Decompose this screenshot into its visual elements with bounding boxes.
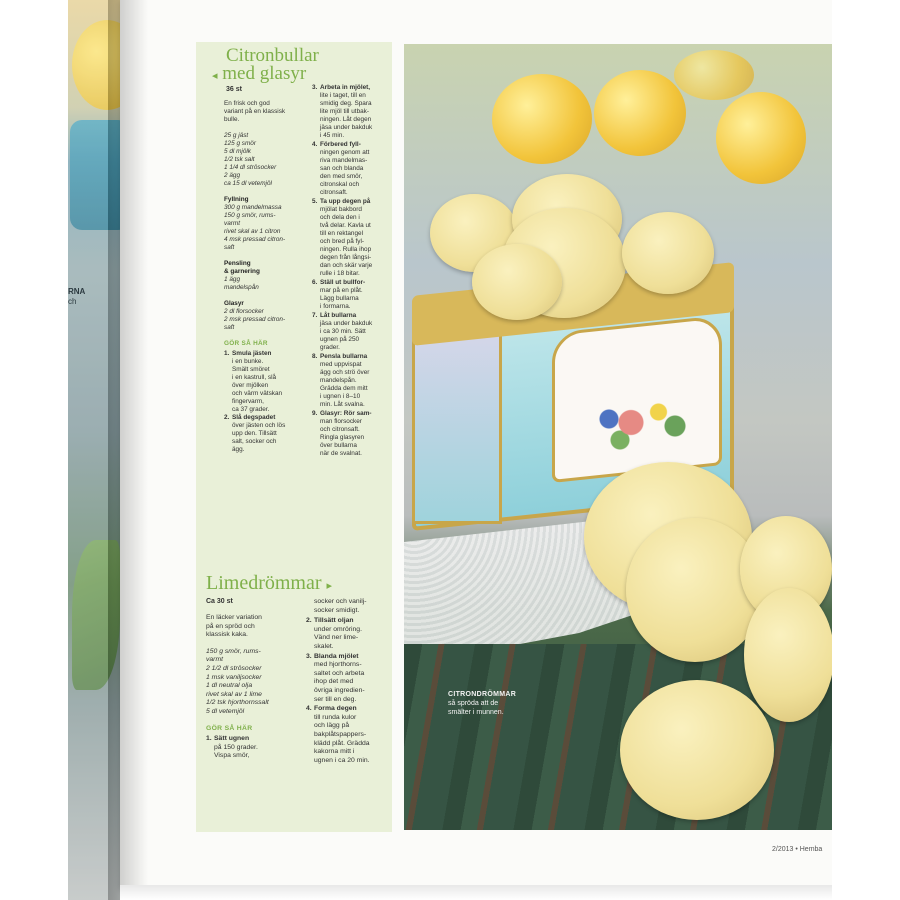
step-text [314, 653, 390, 705]
page-fold-shadow [108, 0, 148, 900]
left-page-text: RNA [68, 287, 86, 296]
step-line: Sätt ugnen [214, 735, 250, 743]
step-line: Forma degen [314, 705, 357, 713]
recipe2-title-text: Limedrömmar [206, 572, 322, 594]
step-line: san och blanda [320, 165, 364, 172]
step-text [320, 312, 390, 352]
recipe-step [312, 141, 390, 197]
step-line: Lägg bullarna [320, 295, 359, 302]
step-number: 2. [224, 414, 230, 421]
step-line: Ta upp degen på [320, 198, 371, 205]
intro-line: på en spröd och [206, 622, 255, 630]
step-line: ser till en deg. [314, 695, 357, 703]
step-line: rulle i 18 bitar. [320, 270, 360, 277]
step-line: Slå degspadet [232, 414, 276, 421]
recipe1-title-text: med glasyr [222, 63, 307, 84]
step-line: mar på en plåt. [320, 287, 363, 294]
intro-line: klassisk kaka. [206, 631, 248, 639]
step-line: i en bunke. [232, 358, 264, 365]
step-line: Ställ ut bullfor- [320, 279, 366, 286]
intro-line: En frisk och god [224, 100, 270, 107]
step-number: 4. [306, 705, 312, 713]
step-line: jäsa under bakduk [320, 124, 373, 131]
step-line: saltet och arbeta [314, 669, 365, 677]
recipe-step [312, 312, 390, 352]
recipe2-method-heading: GÖR SÅ HÄR [206, 724, 253, 732]
ingredient: 2 1/2 dl strösocker [206, 664, 262, 672]
step-line: med uppvispat [320, 361, 362, 368]
ingredient: 1 dl neutral olja [206, 682, 253, 690]
recipe-step [312, 410, 390, 458]
ingredient: saft [224, 324, 235, 331]
ingredient: varmt [206, 656, 223, 664]
step-line: dan och skär varje [320, 262, 373, 269]
recipe1-step [224, 414, 308, 454]
recipe-step [306, 653, 390, 705]
cookie-tin [412, 194, 734, 494]
step-line: min. Låt svalna. [320, 401, 365, 408]
arrow-left-icon: ◂ [212, 70, 218, 82]
step-line: bakplåtspappers- [314, 730, 367, 738]
step-number: 8. [312, 353, 318, 360]
step-number: 6. [312, 279, 318, 286]
page-bottom-edge [120, 885, 832, 900]
recipe2-yield: Ca 30 st [206, 598, 233, 605]
cookie [744, 588, 832, 722]
recipe2-intro [206, 614, 304, 640]
recipe1-brushing [224, 260, 308, 292]
step-line: socker smidigt. [314, 606, 360, 614]
step-line: ningen. Rulla ihop [320, 246, 372, 253]
recipe2-title [206, 574, 332, 596]
step-number: 1. [224, 350, 230, 357]
recipe1-yield: 36 st [226, 86, 242, 93]
step-line: Pensla bullarna [320, 353, 368, 360]
step-line: ningen genom att [320, 149, 370, 156]
step-text [320, 353, 390, 409]
step-line: på 150 grader. [214, 743, 258, 751]
step-line: upp den. Tillsätt [232, 430, 277, 437]
step-line: i formarna. [320, 303, 351, 310]
lemon [594, 70, 686, 156]
step-line: och värm vätskan [232, 390, 283, 397]
step-number: 4. [312, 141, 318, 148]
ingredient: ca 15 dl vetemjöl [224, 180, 272, 187]
step-line: Grädda dem mitt [320, 385, 368, 392]
step-text [232, 350, 308, 414]
recipe1-filling [224, 196, 308, 252]
step-line: Förbered fyll- [320, 141, 361, 148]
ingredient: rivet skal av 1 citron [224, 228, 281, 235]
recipe-step [306, 705, 390, 765]
step-line: i en kastrull, slå [232, 374, 277, 381]
step-number: 9. [312, 410, 318, 417]
photo-caption [448, 690, 516, 717]
recipe-step [312, 353, 390, 409]
step-line: ihop det med [314, 678, 354, 686]
step-line: till runda kulor [314, 713, 357, 721]
ingredient: 2 dl florsocker [224, 308, 264, 315]
recipe1-glaze [224, 300, 308, 332]
ingredient: 4 msk pressad citron- [224, 236, 286, 243]
recipe1-column-2 [312, 84, 390, 459]
caption-heading: CITRONDRÖMMAR [448, 691, 517, 698]
ingredient: 1/2 tsk salt [224, 156, 255, 163]
step-line: ugnen på 250 [320, 336, 360, 343]
step-number: 5. [312, 198, 318, 205]
step-line: ningen. Låt degen [320, 116, 372, 123]
ingredient: 5 dl mjölk [224, 148, 251, 155]
step-line: lite mjöl till utbak- [320, 108, 370, 115]
step-line: klädd plåt. Grädda [314, 739, 370, 747]
intro-line: bulle. [224, 116, 240, 123]
step-text [320, 410, 390, 458]
step-line: i ca 30 min. Sätt [320, 328, 366, 335]
recipe-step [312, 198, 390, 278]
step-line: man florsocker [320, 418, 362, 425]
step-text [314, 617, 390, 651]
step-line: Vispa smör, [214, 752, 250, 760]
step-text [320, 198, 390, 278]
step-number: 3. [306, 652, 312, 660]
step-text [320, 279, 390, 311]
step-line: Glasyr: Rör sam- [320, 410, 372, 417]
recipe2-step [206, 735, 304, 761]
caption-line: så spröda att de [448, 700, 499, 707]
step-line: skalet. [314, 642, 334, 650]
ingredient: 1 ägg [224, 276, 240, 283]
step-line: citronsaft. [320, 189, 348, 196]
ingredient: 5 dl vetemjöl [206, 707, 245, 715]
step-line: Vänd ner lime- [314, 634, 359, 642]
filling-heading: Fyllning [224, 196, 249, 203]
step-line: Smula jästen [232, 350, 272, 357]
lemon [492, 74, 592, 164]
step-line: övriga ingredien- [314, 686, 365, 694]
left-page-edge [68, 0, 108, 900]
recipe1-intro [224, 100, 308, 124]
step-text [320, 141, 390, 197]
ingredient: 125 g smör [224, 140, 256, 147]
recipe-step [312, 279, 390, 311]
recipe-panel [196, 42, 392, 832]
brushing-heading: & garnering [224, 268, 260, 275]
step-line: Tillsätt oljan [314, 617, 354, 625]
step-line: över bullarna [320, 442, 357, 449]
ingredient: saft [224, 244, 235, 251]
step-line: två delar. Kavla ut [320, 222, 371, 229]
step-line: salt, socker och [232, 438, 277, 445]
ingredient: varmt [224, 220, 240, 227]
step-number: 3. [312, 84, 318, 91]
step-line: lite i taget, till en [320, 92, 366, 99]
glaze-heading: Glasyr [224, 300, 244, 307]
step-line: Arbeta in mjölet, [320, 84, 371, 91]
brushing-heading: Pensling [224, 260, 251, 267]
step-line: ägg och strö över [320, 369, 370, 376]
ingredient: 25 g jäst [224, 132, 249, 139]
step-line: kakorna mitt i [314, 748, 355, 756]
ingredient: 150 g smör, rums- [206, 647, 261, 655]
step-line: jäsa under bakduk [320, 320, 373, 327]
step-line: ägg. [232, 446, 245, 453]
recipe2-column-2 [306, 598, 390, 766]
step-line: Blanda mjölet [314, 652, 359, 660]
step-text [232, 414, 308, 454]
step-line: över mjölken [232, 382, 269, 389]
recipe1-method-heading: GÖR SÅ HÄR [224, 340, 268, 347]
step-line: smidig deg. Spara [320, 100, 372, 107]
step-line: mandelspån. [320, 377, 357, 384]
step-line: ugnen i ca 20 min. [314, 756, 370, 764]
step-number: 1. [206, 735, 212, 743]
step-line: och lägg på [314, 722, 350, 730]
step-number: 2. [306, 617, 312, 625]
recipe-step [306, 617, 390, 651]
arrow-right-icon: ▸ [326, 580, 333, 592]
recipe1-column-1 [224, 100, 308, 454]
ingredient: mandelspån [224, 284, 259, 291]
ingredient: 2 msk pressad citron- [224, 316, 286, 323]
ingredient: 1/2 tsk hjorthornssalt [206, 699, 269, 707]
step-line: under omröring. [314, 625, 362, 633]
step-line: grader. [320, 344, 340, 351]
lemon [674, 50, 754, 100]
step-text [320, 84, 390, 140]
ingredient: 1 1/4 dl strösocker [224, 164, 277, 171]
step-line: och dela den i [320, 214, 360, 221]
step-line: i ugnen i 8–10 [320, 393, 361, 400]
step-line: över jästen och lös [232, 422, 286, 429]
ingredient: 300 g mandelmassa [224, 204, 282, 211]
recipe2-continuation [306, 598, 390, 615]
step-line: till en rektangel [320, 230, 363, 237]
ingredient: 1 msk vaniljsocker [206, 673, 262, 681]
step-line: mjölat bakbord [320, 206, 362, 213]
cookie [622, 212, 714, 294]
step-line: fingervarm, [232, 398, 264, 405]
caption-line: smälter i munnen. [448, 709, 504, 716]
recipe1-ingredients [224, 132, 308, 188]
step-line: med hjorthorns- [314, 661, 362, 669]
cookie [472, 244, 562, 320]
page-footer: 2/2013 • Hemba [772, 846, 823, 853]
flower-decoration [587, 384, 697, 454]
ingredient: 2 ägg [224, 172, 240, 179]
step-line: degen från långsi- [320, 254, 372, 261]
step-text [314, 705, 390, 765]
step-line: Ringla glasyren [320, 434, 365, 441]
intro-line: variant på en klassisk [224, 108, 286, 115]
step-line: riva mandelmas- [320, 157, 368, 164]
step-line: när de svalnat. [320, 450, 362, 457]
step-line: och bred på fyl- [320, 238, 365, 245]
left-page-text: ch [68, 297, 77, 306]
page-margin [832, 0, 900, 900]
ingredient: 150 g smör, rums- [224, 212, 276, 219]
step-line: Smält smöret [232, 366, 270, 373]
step-line: i 45 min. [320, 132, 345, 139]
recipe1-title-line2 [212, 64, 306, 86]
step-line: Låt bullarna [320, 312, 357, 319]
step-line: ca 37 grader. [232, 406, 270, 413]
recipe1-step [224, 350, 308, 414]
step-text [214, 735, 304, 761]
step-line: och citronsaft. [320, 426, 360, 433]
step-line: citronskal och [320, 181, 360, 188]
recipe2-ingredients [206, 648, 304, 717]
tin-side [412, 314, 502, 524]
step-number: 7. [312, 312, 318, 319]
step-line: den med smör, [320, 173, 363, 180]
cookie [620, 680, 774, 820]
recipe2-column-1 [206, 614, 304, 761]
ingredient: rivet skal av 1 lime [206, 690, 262, 698]
recipe1-title-line1: Citronbullar [226, 45, 319, 66]
step-line: socker och vanilj- [314, 598, 367, 605]
lemon [716, 92, 806, 184]
intro-line: En läcker variation [206, 614, 262, 621]
recipe-step [312, 84, 390, 140]
